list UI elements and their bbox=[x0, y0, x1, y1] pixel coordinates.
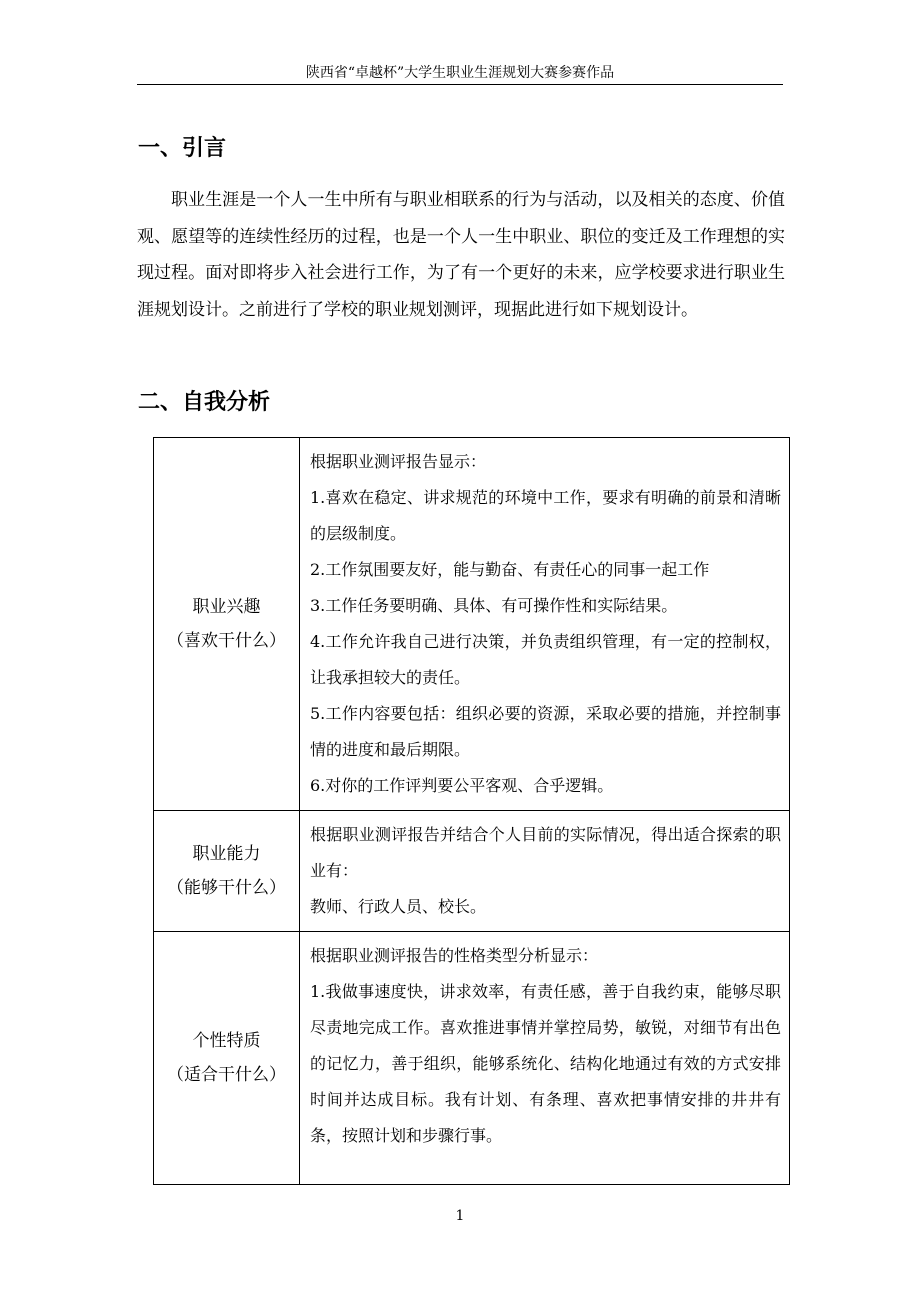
table-row-career-ability bbox=[154, 811, 790, 932]
content-line: 根据职业测评报告显示： bbox=[310, 452, 487, 471]
row-label-career-ability bbox=[154, 811, 300, 932]
row-content-career-interest bbox=[300, 438, 790, 811]
table-row-personality bbox=[154, 932, 790, 1185]
introduction-paragraph: 职业生涯是一个人一生中所有与职业相联系的行为与活动，以及相关的态度、价值观、愿望等的连续性经历的过程，也是一个人一生中职业、职位的变迁及工作理想的实现过程。面对即将步入社会进行工作，为了有一个更好的未来，应学校要求进行职业生涯规划设计。之前进行了学校的职业规划测评，现据此进行如下规划设计。 bbox=[137, 190, 785, 320]
row-label-personality bbox=[154, 932, 300, 1185]
content-line: 根据职业测评报告并结合个人目前的实际情况，得出适合探索的职业有： bbox=[310, 825, 781, 880]
row-label-title: 个性特质 bbox=[192, 1031, 261, 1051]
content-line: 3.工作任务要明确、具体、有可操作性和实际结果。 bbox=[310, 596, 678, 615]
row-content-career-ability bbox=[300, 811, 790, 932]
page-header: 陕西省“卓越杯”大学生职业生涯规划大赛参赛作品 bbox=[305, 65, 615, 81]
section-heading-self-analysis: 二、自我分析 bbox=[138, 390, 271, 415]
table-row-career-interest bbox=[154, 438, 790, 811]
content-line: 1.我做事速度快，讲求效率，有责任感，善于自我约束，能够尽职尽责地完成工作。喜欢推进事情并掌控局势，敏锐，对细节有出色的记忆力，善于组织，能够系统化、结构化地通过有效的方式安排时间并达成目标。我有计划、有条理、喜欢把事情安排的井井有条，按照计划和步骤行事。 bbox=[310, 982, 781, 1145]
row-content-personality bbox=[300, 932, 790, 1185]
content-line: 1.喜欢在稳定、讲求规范的环境中工作，要求有明确的前景和清晰的层级制度。 bbox=[310, 488, 781, 543]
content-line: 5.工作内容要包括：组织必要的资源，采取必要的措施，并控制事情的进度和最后期限。 bbox=[310, 704, 781, 759]
section-heading-introduction: 一、引言 bbox=[138, 136, 227, 161]
self-analysis-table bbox=[153, 437, 790, 1185]
header-rule bbox=[137, 84, 783, 85]
row-label-title: 职业兴趣 bbox=[192, 597, 261, 617]
row-label-subtitle: （能够干什么） bbox=[167, 878, 286, 898]
row-label-subtitle: （喜欢干什么） bbox=[167, 631, 286, 651]
content-line: 6.对你的工作评判要公平客观、合乎逻辑。 bbox=[310, 776, 614, 795]
content-line: 2.工作氛围要友好，能与勤奋、有责任心的同事一起工作 bbox=[310, 560, 710, 579]
content-line: 教师、行政人员、校长。 bbox=[310, 897, 487, 916]
content-line: 根据职业测评报告的性格类型分析显示： bbox=[310, 946, 599, 965]
page-number: 1 bbox=[455, 1208, 465, 1224]
row-label-title: 职业能力 bbox=[192, 844, 261, 864]
row-label-subtitle: （适合干什么） bbox=[167, 1065, 286, 1085]
content-line: 4.工作允许我自己进行决策，并负责组织管理，有一定的控制权，让我承担较大的责任。 bbox=[310, 632, 781, 687]
row-label-career-interest bbox=[154, 438, 300, 811]
